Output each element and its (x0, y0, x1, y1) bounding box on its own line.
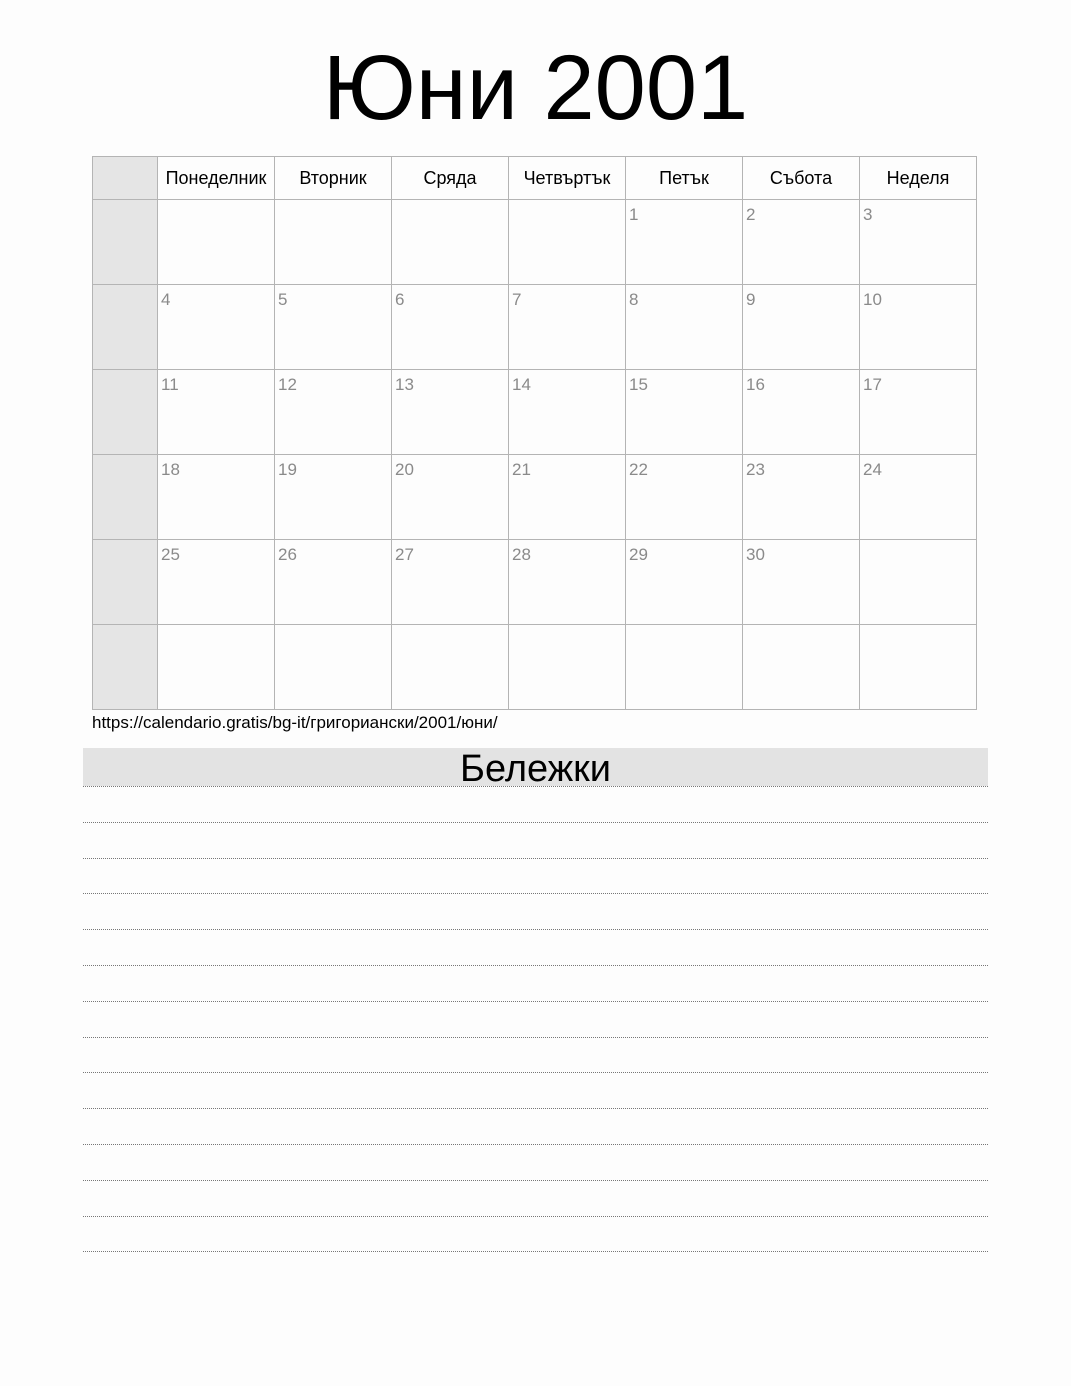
week-number-cell (93, 455, 158, 540)
day-cell (743, 540, 860, 625)
weekday-label: Сряда (392, 157, 509, 200)
day-cell (509, 455, 626, 540)
day-cell (743, 285, 860, 370)
day-number: 12 (278, 375, 297, 394)
day-number: 29 (629, 545, 648, 564)
day-number: 13 (395, 375, 414, 394)
day-cell (158, 200, 275, 285)
day-cell (860, 540, 977, 625)
note-line (83, 786, 988, 822)
day-cell (860, 200, 977, 285)
day-number: 3 (863, 205, 873, 224)
day-cell (743, 625, 860, 710)
day-cell (275, 200, 392, 285)
note-line (83, 1144, 988, 1180)
day-number: 27 (395, 545, 414, 564)
day-number (743, 625, 859, 631)
week-column-header (93, 157, 158, 200)
day-number: 19 (278, 460, 297, 479)
weekday-header-row (93, 157, 977, 200)
note-line (83, 1108, 988, 1144)
day-cell (275, 455, 392, 540)
day-number: 16 (746, 375, 765, 394)
day-cell (743, 200, 860, 285)
day-number: 10 (863, 290, 882, 309)
day-cell (860, 370, 977, 455)
day-number (158, 625, 274, 631)
day-cell (392, 200, 509, 285)
day-cell (626, 455, 743, 540)
week-number-cell (93, 370, 158, 455)
day-number (275, 200, 391, 206)
day-number: 17 (863, 375, 882, 394)
day-cell (509, 200, 626, 285)
weekday-label: Петък (626, 157, 743, 200)
day-cell (158, 540, 275, 625)
day-cell (392, 285, 509, 370)
day-cell (860, 455, 977, 540)
note-line (83, 1037, 988, 1073)
week-row (93, 200, 977, 285)
day-cell (392, 455, 509, 540)
note-line (83, 1072, 988, 1108)
day-number (158, 200, 274, 206)
day-number: 25 (161, 545, 180, 564)
day-cell (509, 540, 626, 625)
day-cell (626, 200, 743, 285)
day-number: 4 (161, 290, 171, 309)
day-number (860, 625, 976, 631)
day-cell (158, 285, 275, 370)
weekday-label: Вторник (275, 157, 392, 200)
note-line (83, 893, 988, 929)
week-number-cell (93, 540, 158, 625)
note-line (83, 1216, 988, 1252)
page-title: Юни 2001 (322, 37, 749, 139)
day-cell (509, 285, 626, 370)
notes-heading: Бележки (83, 748, 988, 786)
day-number (509, 625, 625, 631)
week-number-cell (93, 285, 158, 370)
note-line (83, 965, 988, 1001)
day-number: 24 (863, 460, 882, 479)
week-row (93, 540, 977, 625)
note-line (83, 1251, 988, 1252)
day-number: 11 (161, 375, 179, 394)
day-cell (626, 370, 743, 455)
day-number: 9 (746, 290, 756, 309)
day-cell (392, 625, 509, 710)
day-number: 7 (512, 290, 522, 309)
week-row (93, 455, 977, 540)
source-url-link[interactable]: https://calendario.gratis/bg-it/григориански/2001/юни/ (92, 713, 498, 732)
day-number: 22 (629, 460, 648, 479)
week-row (93, 285, 977, 370)
note-line (83, 1180, 988, 1216)
day-number: 14 (512, 375, 531, 394)
weekday-label: Понеделник (158, 157, 275, 200)
day-cell (275, 370, 392, 455)
week-row (93, 370, 977, 455)
day-cell (392, 540, 509, 625)
weekday-label: Събота (743, 157, 860, 200)
day-number: 8 (629, 290, 639, 309)
day-cell (626, 625, 743, 710)
day-cell (392, 370, 509, 455)
day-number: 18 (161, 460, 180, 479)
day-cell (860, 625, 977, 710)
day-cell (158, 625, 275, 710)
day-number: 26 (278, 545, 297, 564)
weekday-label: Неделя (860, 157, 977, 200)
day-cell (860, 285, 977, 370)
day-cell (626, 540, 743, 625)
note-line (83, 929, 988, 965)
week-number-cell (93, 200, 158, 285)
day-number (860, 540, 976, 546)
day-number: 30 (746, 545, 765, 564)
day-number (392, 625, 508, 631)
day-number: 20 (395, 460, 414, 479)
note-line (83, 822, 988, 858)
day-number: 28 (512, 545, 531, 564)
day-cell (626, 285, 743, 370)
day-number (275, 625, 391, 631)
day-cell (158, 370, 275, 455)
day-cell (275, 540, 392, 625)
week-row (93, 625, 977, 710)
note-line (83, 1001, 988, 1037)
day-number: 1 (629, 205, 639, 224)
day-number: 2 (746, 205, 756, 224)
day-cell (509, 370, 626, 455)
day-cell (509, 625, 626, 710)
notes-lines (83, 786, 988, 1252)
day-number: 21 (512, 460, 531, 479)
day-number (392, 200, 508, 206)
day-number: 5 (278, 290, 288, 309)
note-line (83, 858, 988, 894)
day-cell (743, 370, 860, 455)
week-number-cell (93, 625, 158, 710)
day-cell (275, 285, 392, 370)
weekday-label: Четвъртък (509, 157, 626, 200)
calendar-grid (92, 156, 977, 710)
day-number: 6 (395, 290, 405, 309)
day-number (509, 200, 625, 206)
day-cell (743, 455, 860, 540)
day-number: 23 (746, 460, 765, 479)
day-cell (275, 625, 392, 710)
day-number: 15 (629, 375, 648, 394)
day-number (626, 625, 742, 631)
day-cell (158, 455, 275, 540)
